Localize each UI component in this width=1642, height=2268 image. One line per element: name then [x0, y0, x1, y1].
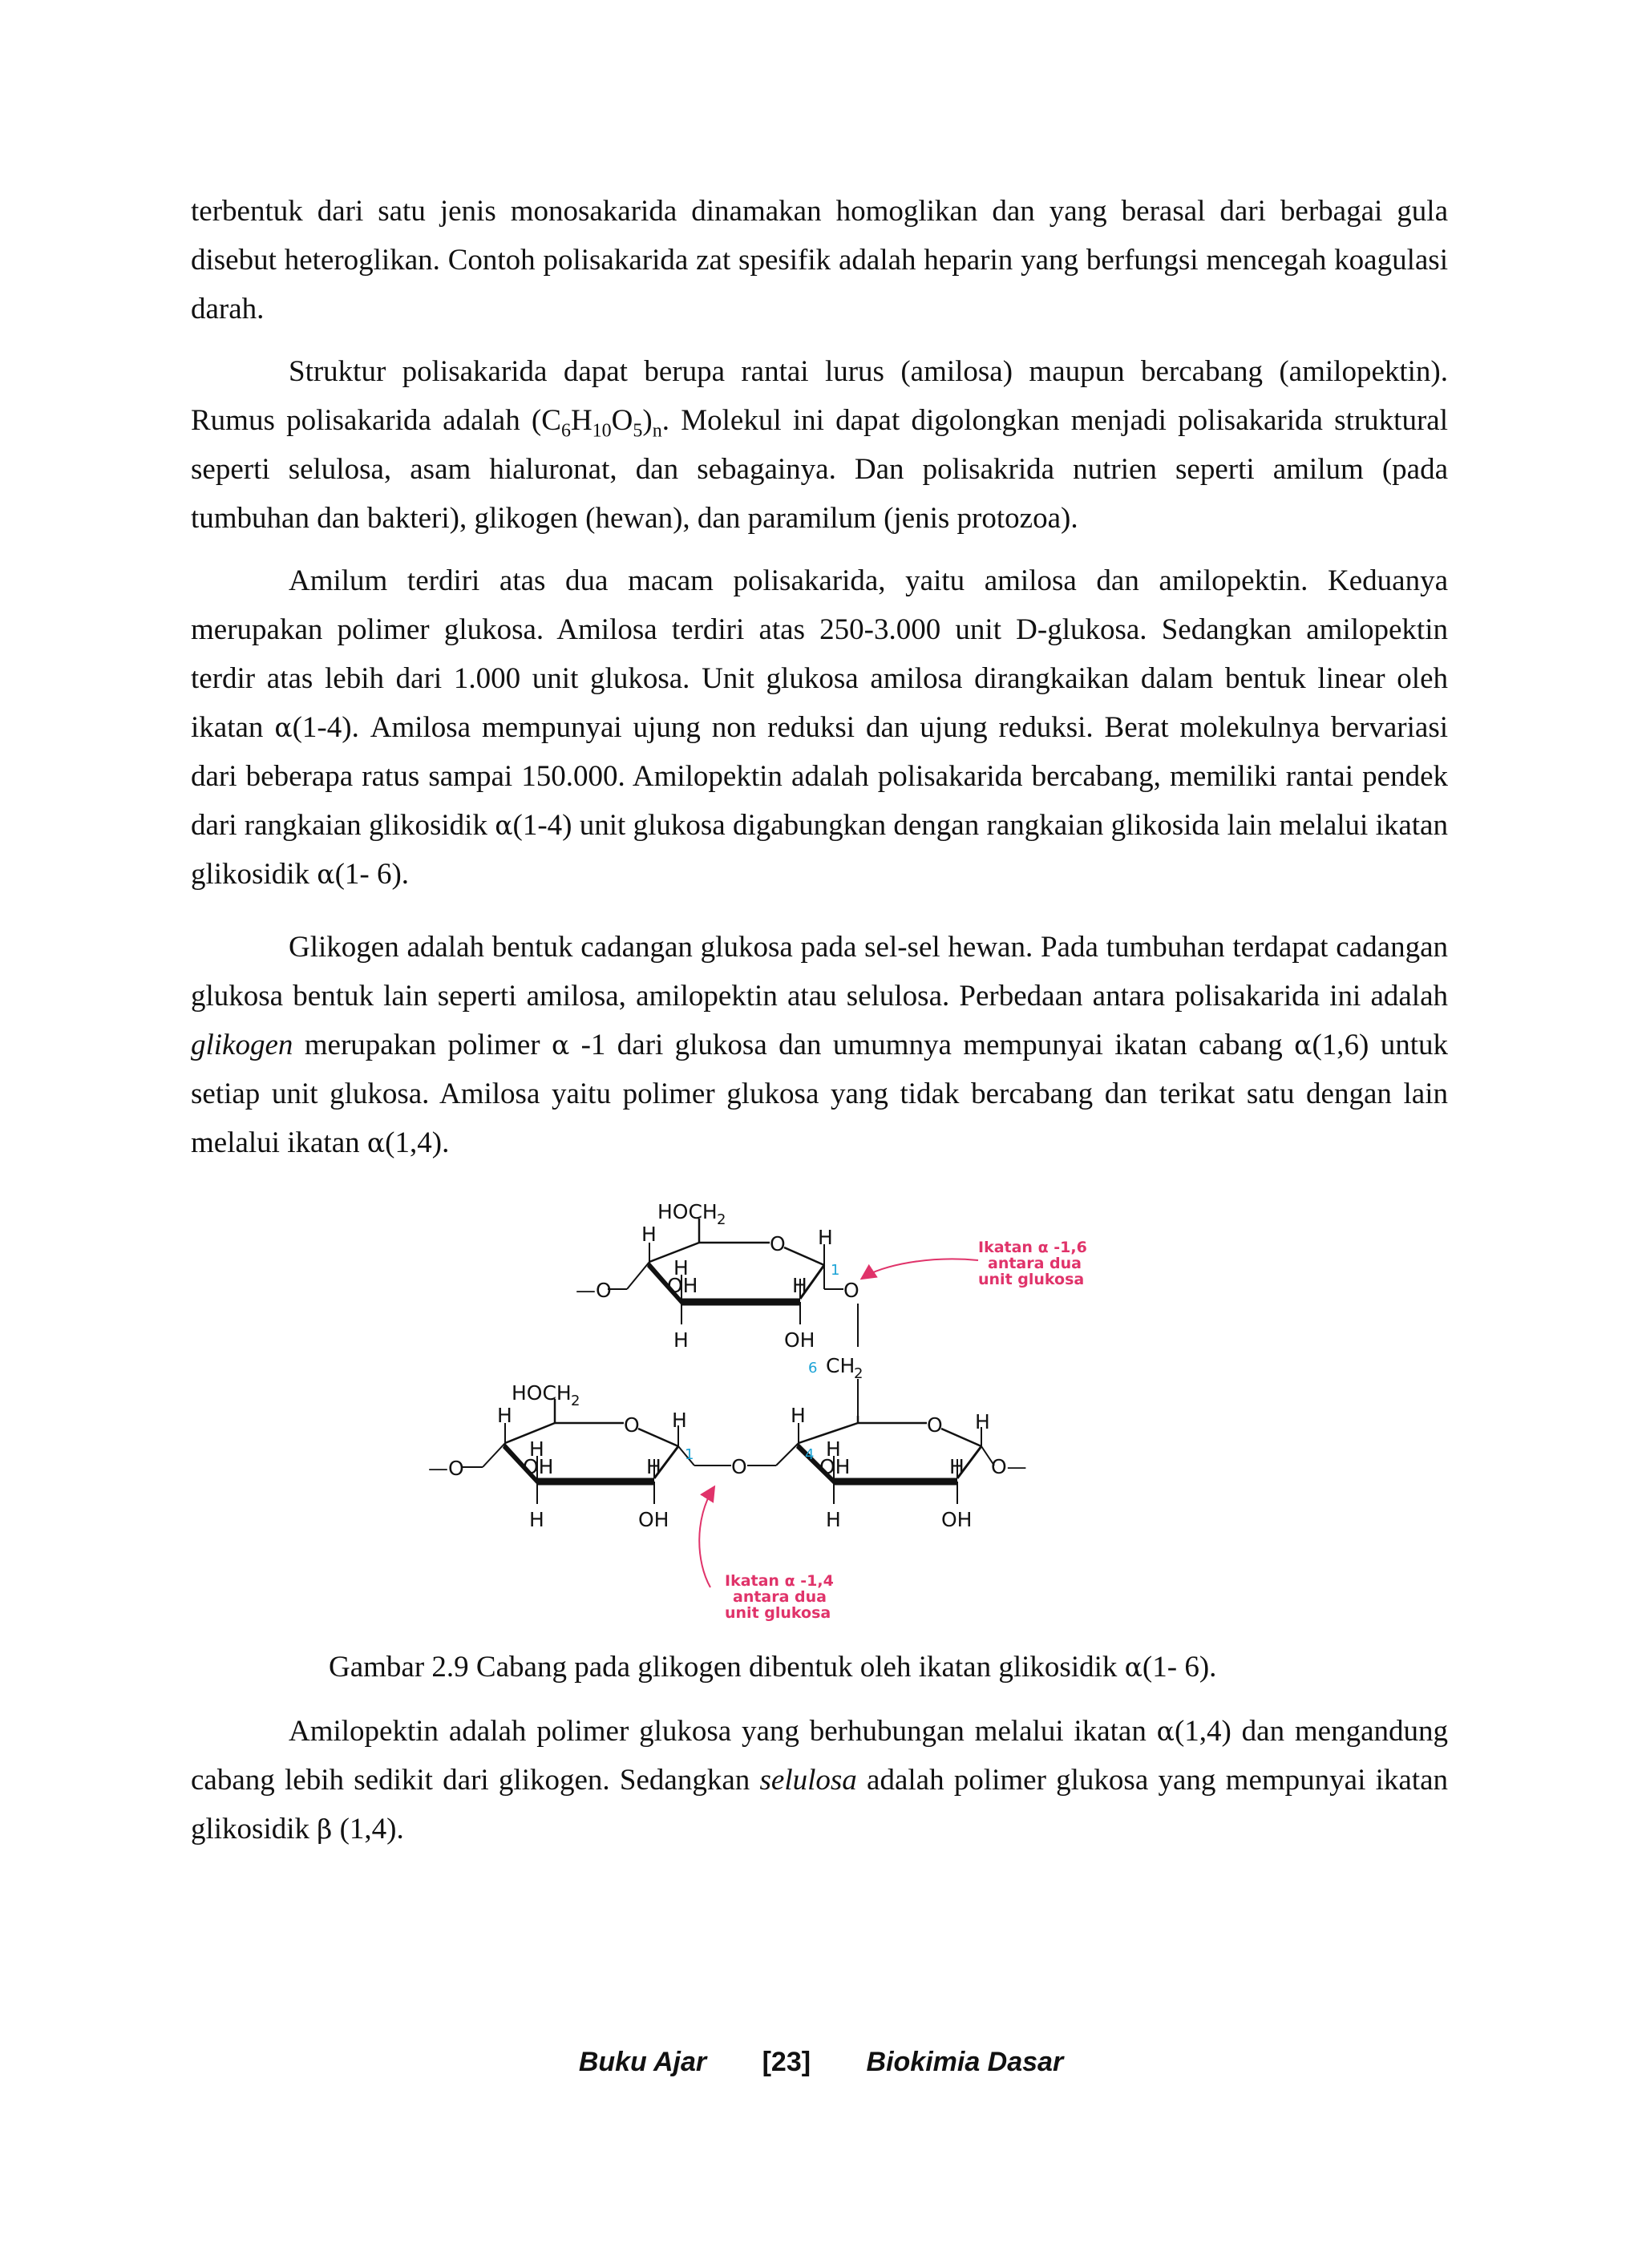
p5-part-d: (1,4).	[332, 1813, 404, 1846]
p4-part-c: -1 dari glukosa dan umumnya mempunyai ikatan cabang	[569, 1029, 1295, 1061]
paragraph-2	[191, 347, 1448, 543]
alpha-symbol: α	[366, 1127, 386, 1158]
paragraph-3-text	[191, 556, 1448, 899]
alpha-1-6-annotation	[863, 1239, 1087, 1288]
anno-14-line-1: Ikatan α -1,4	[725, 1572, 834, 1590]
p5-part-a: Amilopektin adalah polimer glukosa yang berhubungan melalui ikatan	[289, 1715, 1157, 1748]
bl-left-bond-oxygen: —O	[428, 1457, 464, 1480]
top-h-c4: H	[673, 1256, 689, 1280]
br-oh-c4: OH	[819, 1455, 851, 1478]
alpha-symbol: α	[495, 810, 513, 841]
caption-text: Gambar 2.9 Cabang pada glikogen dibentuk oleh ikatan glikosidik	[329, 1651, 1125, 1684]
alpha-symbol: α	[317, 859, 335, 890]
br-h-c4: H	[826, 1437, 841, 1461]
anno-14-line-2: antara dua	[733, 1588, 827, 1606]
bottom-right-glucose-ring	[747, 1404, 1027, 1531]
bl-hoch2-label: HOCH	[512, 1381, 572, 1405]
alpha-symbol: α	[1156, 1716, 1175, 1747]
p2-part-c: O	[611, 404, 633, 437]
p4-part-a: Glikogen adalah bentuk cadangan glukosa pada sel-sel hewan. Pada tumbuhan terdapat cadangan glukosa bentuk lain seperti amilosa, amilopektin atau selulosa. Perbedaan antara polisakarida ini adalah	[191, 931, 1448, 1013]
footer-book-label: Buku Ajar	[578, 2047, 707, 2077]
top-h-c2: H	[792, 1274, 807, 1297]
alpha-symbol: α	[1124, 1651, 1143, 1683]
bl-hoch2-subscript: 2	[571, 1393, 580, 1409]
alpha-1-4-annotation	[699, 1488, 834, 1622]
top-h-c3: H	[673, 1328, 689, 1352]
bl-oh-c3: OH	[638, 1508, 669, 1531]
top-oh-c4: OH	[667, 1274, 698, 1297]
top-oh-c3: OH	[784, 1328, 815, 1352]
paragraph-2-text	[191, 347, 1448, 543]
br-h-c5: H	[791, 1404, 806, 1427]
p3-part-b: (1-4). Amilosa mempunyai ujung non reduksi dan ujung reduksi. Berat molekulnya bervariasi dari beberapa ratus sampai 150.000. Amilopektin adalah polisakarida bercabang, memiliki rantai pendek dari rangkaian glikosidik	[191, 711, 1448, 842]
top-glucose-ring	[576, 1200, 859, 1352]
p4-part-d: (1,6) untuk setiap unit glukosa. Amilosa yaitu polimer glukosa yang tidak bercabang dan terikat satu dengan lain melalui ikatan	[191, 1029, 1448, 1159]
footer-book-title: Biokimia Dasar	[866, 2047, 1064, 2077]
bl-ring-oxygen: O	[624, 1413, 640, 1437]
top-hoch2-subscript: 2	[717, 1211, 726, 1228]
paragraph-1-text: terbentuk dari satu jenis monosakarida dinamakan homoglikan dan yang berasal dari berbagai gula disebut heteroglikan. Contoh polisakarida zat spesifik adalah heparin yang berfungsi mencegah koagulasi darah.	[191, 195, 1448, 325]
p2-subscript-n: n	[652, 420, 662, 442]
bottom-left-glucose-ring	[428, 1381, 747, 1531]
p4-part-b: merupakan polimer	[293, 1029, 552, 1061]
br-h-c2: H	[949, 1455, 965, 1478]
ch2-label: CH	[826, 1354, 855, 1377]
anno-16-line-1: Ikatan α -1,6	[978, 1239, 1087, 1256]
p2-subscript-6: 6	[560, 420, 571, 442]
p4-part-e: (1,4).	[385, 1126, 450, 1159]
paragraph-4-text	[191, 923, 1448, 1167]
top-carbon-1-number: 1	[831, 1262, 840, 1279]
top-ring-oxygen: O	[770, 1232, 786, 1255]
p2-subscript-5: 5	[633, 420, 643, 442]
p5-part-b: (1,4) dan mengandung cabang lebih sedikit dari glikogen. Sedangkan	[191, 1715, 1448, 1797]
bl-h-c2: H	[646, 1455, 661, 1478]
p4-emphasis-glikogen: glikogen	[191, 1029, 293, 1061]
alpha-1-6-branch-link	[808, 1304, 863, 1416]
top-glycosidic-oxygen: O	[843, 1279, 859, 1302]
alpha-symbol: α	[274, 712, 293, 743]
caption-text-end: (1- 6).	[1142, 1651, 1217, 1684]
bl-h-c1: H	[672, 1409, 687, 1432]
p2-part-d: )	[642, 404, 653, 437]
p3-part-c: (1-4) unit glukosa digabungkan dengan rangkaian glikosida lain melalui ikatan glikosidik	[191, 809, 1448, 891]
carbon-6-number: 6	[808, 1360, 818, 1377]
p3-part-a: Amilum terdiri atas dua macam polisakarida, yaitu amilosa dan amilopektin. Keduanya merupakan polimer glukosa. Amilosa terdiri atas 250-3.000 unit D-glukosa. Sedangkan amilopektin terdir atas lebih dari 1.000 unit glukosa. Unit glukosa amilosa dirangkaikan dalam bentuk linear oleh ikatan	[191, 564, 1448, 744]
p3-part-d: (1- 6).	[334, 858, 410, 891]
bl-h-c5: H	[497, 1404, 512, 1427]
paragraph-5-text	[191, 1707, 1448, 1854]
glycogen-structure-diagram	[417, 1195, 1227, 1627]
anno-16-line-2: antara dua	[988, 1255, 1082, 1272]
ch2-subscript: 2	[854, 1365, 863, 1382]
bl-carbon-1-number: 1	[685, 1446, 694, 1463]
br-carbon-4-number: 4	[805, 1446, 815, 1463]
bl-h-c4: H	[529, 1437, 544, 1461]
br-h-c1: H	[975, 1410, 990, 1433]
paragraph-5	[191, 1707, 1448, 1854]
bl-oh-c4: OH	[523, 1455, 554, 1478]
anno-14-line-3: unit glukosa	[725, 1604, 831, 1622]
top-left-bond-oxygen: —O	[576, 1279, 612, 1302]
p5-emphasis-selulosa: selulosa	[759, 1764, 857, 1797]
br-ring-oxygen: O	[927, 1413, 943, 1437]
footer-page-number: [23]	[762, 2047, 811, 2077]
top-h-c5: H	[641, 1223, 657, 1246]
alpha-symbol: α	[551, 1029, 570, 1061]
br-right-bond-oxygen: O—	[991, 1455, 1027, 1478]
page-footer	[0, 2047, 1642, 2078]
figure-caption	[329, 1643, 1371, 1692]
p2-part-b: H	[570, 404, 592, 437]
top-hoch2-label: HOCH	[657, 1200, 718, 1223]
br-oh-c3: OH	[941, 1508, 973, 1531]
paragraph-3	[191, 556, 1448, 899]
top-h-c1: H	[818, 1226, 833, 1249]
paragraph-4	[191, 923, 1448, 1167]
alpha-symbol: α	[1294, 1029, 1312, 1061]
bl-h-c3: H	[529, 1508, 544, 1531]
p5-part-c: adalah polimer glukosa yang mempunyai ikatan glikosidik	[191, 1764, 1448, 1846]
anno-16-line-3: unit glukosa	[978, 1271, 1085, 1288]
p2-subscript-10: 10	[592, 420, 612, 442]
beta-symbol: β	[317, 1813, 333, 1845]
p2-part-a: Struktur polisakarida dapat berupa rantai lurus (amilosa) maupun bercabang (amilopektin). Rumus polisakarida adalah (C	[191, 355, 1448, 437]
alpha-1-4-glycosidic-oxygen: O	[731, 1455, 747, 1478]
p2-part-e: . Molekul ini dapat digolongkan menjadi polisakarida struktural seperti selulosa, asam hialuronat, dan sebagainya. Dan polisakrida nutrien seperti amilum (pada tumbuhan dan bakteri), glikogen (hewan), dan paramilum (jenis protozoa).	[191, 404, 1448, 535]
paragraph-1	[191, 187, 1448, 334]
br-h-c3: H	[826, 1508, 841, 1531]
glycogen-branch-figure	[417, 1195, 1227, 1627]
